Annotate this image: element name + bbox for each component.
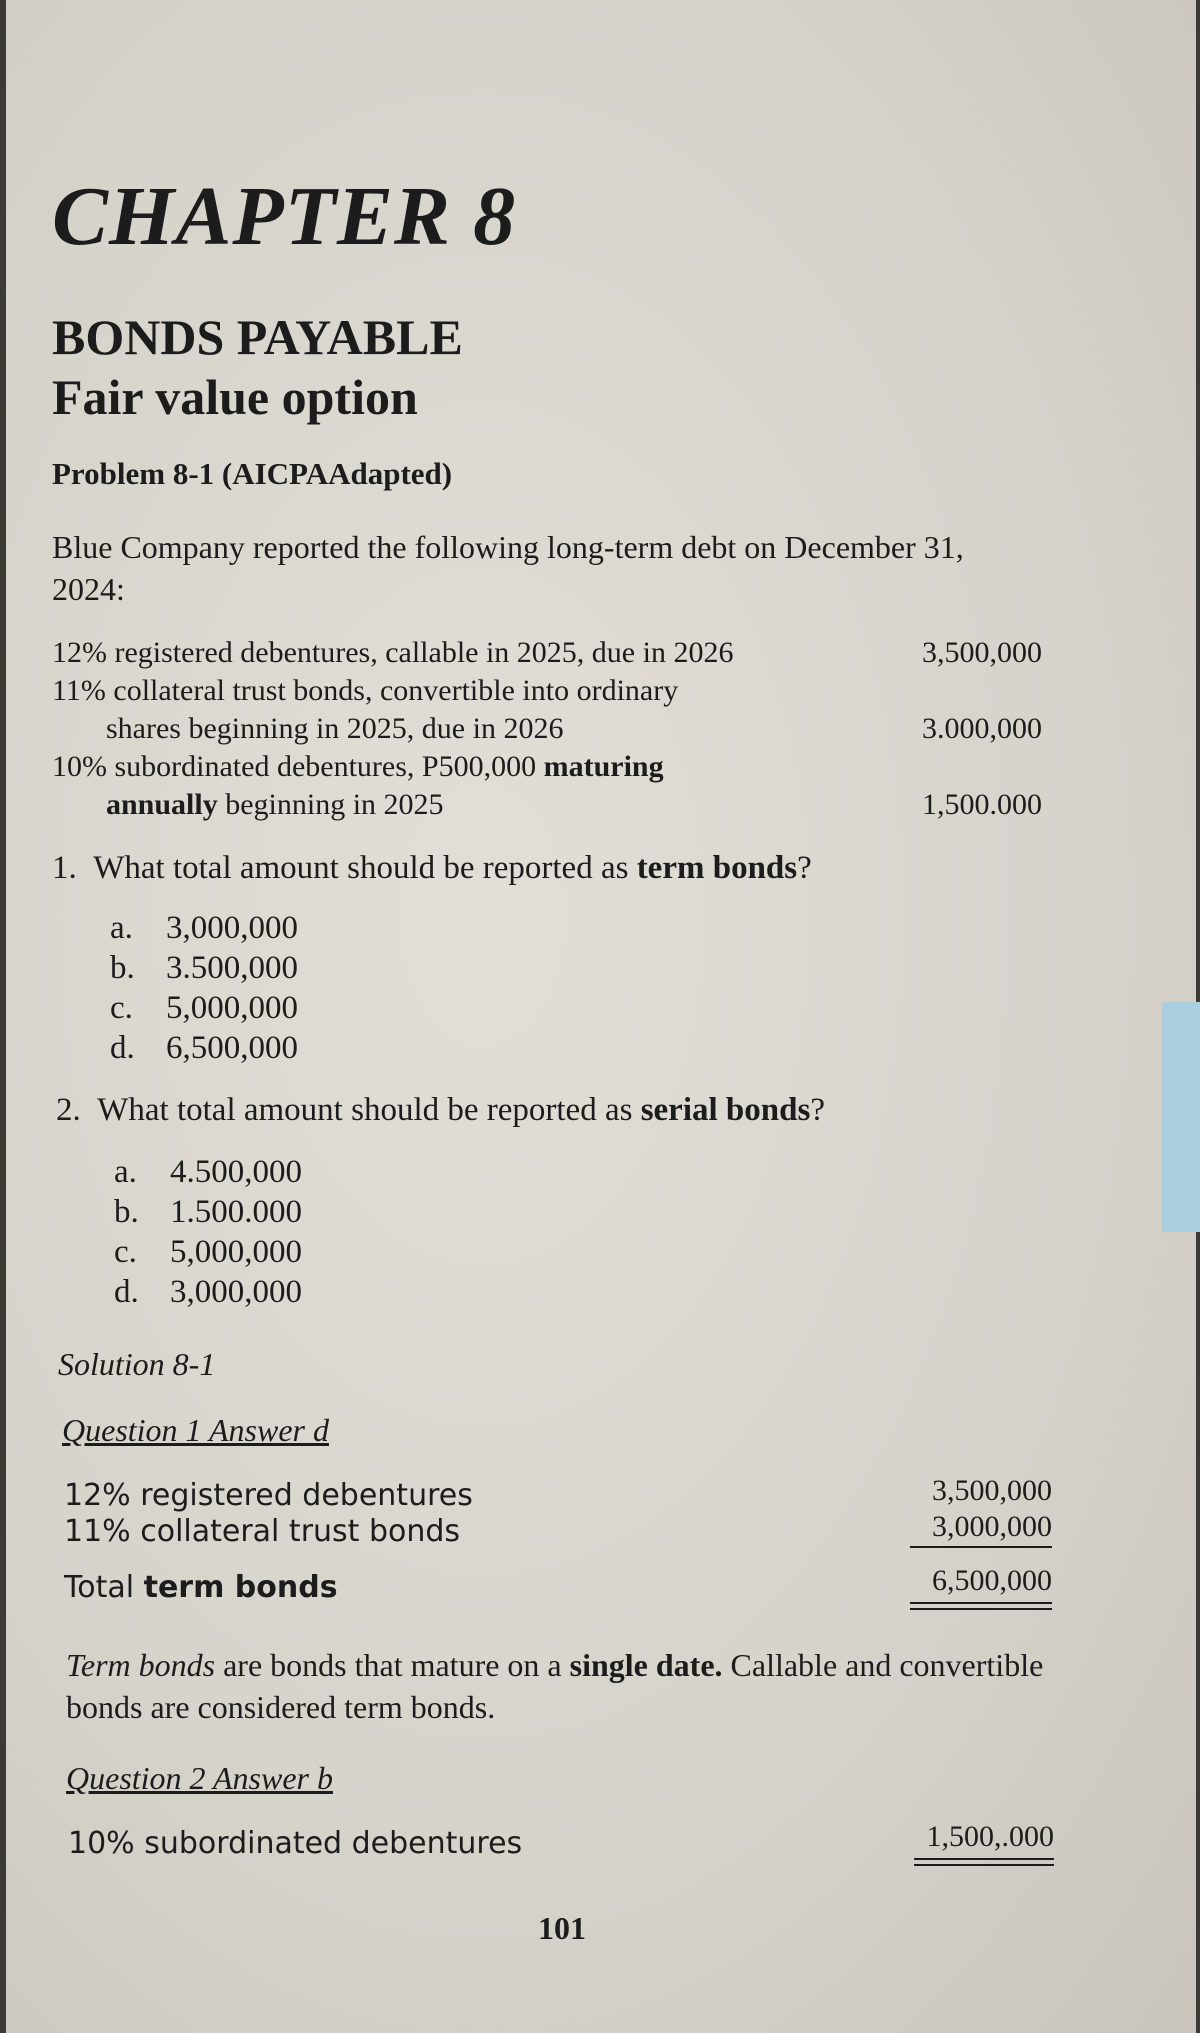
- debt-amount-3: 1,500.000: [922, 788, 1042, 821]
- debt-amount-2: 3.000,000: [922, 712, 1042, 745]
- answer-1-row-2-amount: 3,000,000: [932, 1510, 1052, 1543]
- q2-option-d: d. 3,000,000: [114, 1274, 302, 1310]
- answer-2-double-rule-2: [914, 1864, 1054, 1866]
- debt-item-2-cont: shares beginning in 2025, due in 2026: [106, 712, 564, 745]
- page-tab-marker: [1162, 1002, 1200, 1232]
- problem-heading: Problem 8-1 (AICPAAdapted): [52, 456, 453, 491]
- answer-2-amount: 1,500,.000: [926, 1820, 1054, 1853]
- term-bonds-note: Term bonds are bonds that mature on a single date. Callable and convertible bonds are considered term bonds.: [66, 1647, 1044, 1725]
- q2-option-b: b. 1.500.000: [114, 1194, 302, 1230]
- problem-intro: Blue Company reported the following long-term debt on December 31, 2024:: [52, 529, 964, 607]
- q2-option-c: c. 5,000,000: [114, 1234, 302, 1270]
- answer-2-heading: Question 2 Answer b: [66, 1760, 333, 1796]
- q2-option-a: a. 4.500,000: [114, 1154, 302, 1190]
- answer-1-total-amount: 6,500,000: [932, 1564, 1052, 1597]
- q1-option-b: b. 3.500,000: [110, 950, 298, 986]
- question-1: 1. What total amount should be reported as term bonds?: [52, 850, 812, 886]
- q1-option-d: d. 6,500,000: [110, 1030, 298, 1066]
- debt-item-3-cont: annually beginning in 2025: [106, 788, 444, 821]
- solution-heading: Solution 8-1: [58, 1346, 216, 1382]
- answer-1-heading: Question 1 Answer d: [62, 1412, 329, 1448]
- total-double-rule-2: [910, 1608, 1052, 1610]
- q1-option-c: c. 5,000,000: [110, 990, 298, 1026]
- answer-1-total-label: Total term bonds: [64, 1570, 338, 1605]
- answer-2-label: 10% subordinated debentures: [68, 1826, 523, 1861]
- debt-item-3: 10% subordinated debentures, P500,000 maturing: [52, 750, 664, 783]
- answer-2-double-rule-1: [914, 1858, 1054, 1860]
- section-title: BONDS PAYABLE: [52, 309, 463, 365]
- subtotal-rule: [910, 1546, 1052, 1548]
- section-subtitle: Fair value option: [52, 369, 418, 425]
- total-double-rule-1: [910, 1602, 1052, 1604]
- debt-item-2: 11% collateral trust bonds, convertible into ordinary: [52, 674, 679, 707]
- q1-option-a: a. 3,000,000: [110, 910, 298, 946]
- page-number: 101: [538, 1910, 586, 1946]
- chapter-title: CHAPTER 8: [52, 170, 517, 263]
- book-page: [6, 0, 1196, 2033]
- answer-1-row-2-label: 11% collateral trust bonds: [64, 1514, 461, 1549]
- question-2: 2. What total amount should be reported as serial bonds?: [56, 1092, 825, 1128]
- answer-1-row-1-label: 12% registered debentures: [64, 1478, 473, 1513]
- debt-amount-1: 3,500,000: [922, 636, 1042, 669]
- answer-1-row-1-amount: 3,500,000: [932, 1474, 1052, 1507]
- debt-item-1: 12% registered debentures, callable in 2025, due in 2026: [52, 636, 734, 669]
